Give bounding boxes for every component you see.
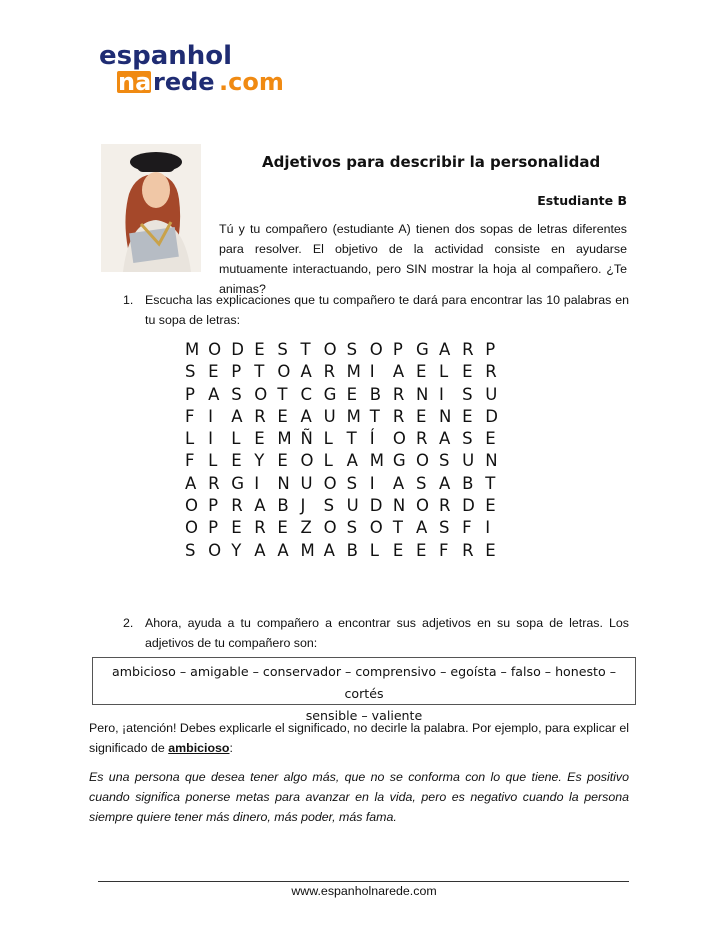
word-search-letter: E (346, 384, 358, 404)
word-search-letter: D (462, 496, 475, 516)
word-search-letter: M (346, 362, 361, 382)
word-search-letter: A (277, 540, 289, 560)
word-search-letter: S (231, 384, 242, 404)
word-search-letter: R (462, 340, 474, 359)
word-search-letter: F (185, 451, 195, 471)
footer-divider (98, 881, 629, 882)
word-search-letter: S (439, 451, 450, 471)
word-search-letter: P (208, 518, 219, 538)
word-search-letter: O (185, 496, 198, 516)
word-search-letter: Z (300, 518, 312, 538)
word-search-letter: E (277, 518, 288, 538)
word-search-letter: S (277, 340, 288, 359)
word-search-letter: O (323, 473, 337, 493)
word-search-row (185, 429, 508, 451)
word-search-letter: E (415, 406, 427, 426)
word-search-letter: S (346, 473, 358, 493)
word-search-letter: M (369, 451, 384, 471)
word-search-letter: A (415, 518, 428, 538)
word-search-letter: R (231, 496, 243, 516)
word-search-letter: U (300, 473, 313, 493)
word-search-letter: B (346, 540, 358, 560)
word-search-letter: E (485, 496, 496, 516)
word-search-letter: Y (231, 540, 242, 560)
word-search-letter: T (346, 429, 357, 449)
word-search-letter: P (231, 362, 242, 382)
word-search-letter: O (185, 518, 198, 538)
word-search-letter: R (392, 384, 405, 404)
word-search-letter: P (485, 340, 496, 359)
word-search-letter: R (208, 473, 220, 493)
word-search-letter: A (439, 340, 451, 359)
student-label: Estudiante B (537, 193, 627, 208)
word-search-row (185, 496, 508, 518)
word-search-letter: F (462, 518, 472, 538)
word-search-letter: O (369, 518, 383, 538)
word-search-letter: E (485, 429, 496, 449)
word-search-letter: E (231, 451, 242, 471)
word-search-letter: T (277, 384, 288, 404)
logo-text-espanhol: espanhol (99, 41, 233, 71)
attention-paragraph (89, 718, 629, 758)
list-number: 2. (123, 616, 134, 630)
word-search-letter: I (485, 518, 491, 538)
logo-text-na: na (118, 68, 152, 95)
word-search-letter: E (208, 362, 219, 382)
word-search-letter: L (208, 451, 218, 471)
word-search-letter: B (277, 496, 289, 516)
espanholnarede-logo (99, 40, 289, 95)
word-search-letter: T (254, 362, 265, 382)
adjectives-line-1: ambicioso – amigable – conservador – comprensivo – egoísta – falso – honesto – cortés (111, 664, 616, 701)
word-search-letter: I (369, 362, 375, 382)
word-search-letter: R (392, 406, 405, 426)
word-search-letter: E (254, 340, 265, 359)
word-search-letter: U (323, 406, 336, 426)
word-search-letter: R (439, 496, 451, 516)
word-search-letter: I (208, 406, 213, 426)
word-search-letter: Í (369, 429, 375, 449)
word-search-row (185, 362, 508, 384)
word-search-letter: S (462, 384, 473, 404)
student-photo (101, 144, 201, 272)
word-search-letter: T (392, 518, 403, 538)
word-search-letter: M (346, 406, 361, 426)
word-search-letter: S (346, 518, 358, 538)
word-search-letter: A (185, 473, 197, 493)
word-search-letter: U (462, 451, 475, 471)
word-search-letter: N (485, 451, 498, 471)
attention-colon: : (229, 741, 233, 755)
word-search-letter: O (208, 540, 222, 560)
word-search-letter: R (462, 540, 474, 560)
word-search-letter: A (392, 362, 405, 382)
word-search-letter: M (185, 340, 200, 359)
word-search-letter: G (323, 384, 337, 404)
word-search-row (185, 451, 508, 473)
word-search-letter: S (185, 540, 196, 560)
word-search-letter: M (277, 429, 292, 449)
word-search-letter: E (462, 362, 473, 382)
word-search-letter: O (323, 518, 337, 538)
word-search-letter: I (439, 384, 444, 404)
word-search-letter: A (300, 362, 312, 382)
word-search-letter: P (185, 384, 195, 404)
footer-url: www.espanholnarede.com (291, 884, 437, 898)
word-search-letter: J (300, 496, 306, 516)
word-search-row (185, 385, 508, 407)
word-search-letter: T (485, 473, 496, 493)
example-paragraph: Es una persona que desea tener algo más, que no se conforma con lo que tiene. Es positivo cuando significa ponerse metas para avanzar en la vida, pero es negativo cuando la persona siempre quiere tener más dinero, más poder, más fama. (89, 770, 629, 824)
word-search-letter: A (254, 540, 266, 560)
word-search-letter: P (208, 496, 219, 516)
attention-text: Pero, ¡atención! Debes explicarle el significado, no decirle la palabra. Por ejemplo, para explicar el significado de (89, 721, 629, 755)
word-search-letter: O (392, 429, 406, 449)
word-search-letter: G (415, 340, 429, 359)
word-search-letter: O (254, 384, 268, 404)
word-search-letter: L (185, 429, 195, 449)
word-search-row (185, 407, 508, 429)
word-search-letter: I (369, 473, 375, 493)
example-word: ambicioso (168, 741, 230, 755)
word-search-letter: A (231, 406, 243, 426)
logo-text-rede: rede (153, 68, 215, 95)
word-search-letter: R (323, 362, 336, 382)
word-search-letter: O (369, 340, 383, 359)
word-search-letter: F (439, 540, 449, 560)
word-search-letter: E (392, 540, 404, 560)
word-search-letter: L (323, 429, 333, 449)
word-search-letter: D (485, 406, 498, 426)
word-search-letter: R (415, 429, 428, 449)
word-search-letter: E (462, 406, 473, 426)
word-search-letter: S (462, 429, 473, 449)
word-search-letter: O (415, 451, 429, 471)
word-search-letter: E (277, 406, 288, 426)
word-search-letter: A (323, 540, 335, 560)
word-search-letter: S (323, 496, 335, 516)
instruction-text: Escucha las explicaciones que tu compañero te dará para encontrar las 10 palabras en tu sopa de letras: (145, 293, 629, 327)
word-search-row (185, 541, 508, 563)
word-search-grid (185, 340, 508, 563)
word-search-letter: A (346, 451, 358, 471)
word-search-letter: A (392, 473, 405, 493)
word-search-letter: O (323, 340, 337, 359)
word-search-row (185, 340, 508, 362)
word-search-row (185, 474, 508, 496)
word-search-letter: I (254, 473, 260, 493)
word-search-letter: O (300, 451, 314, 471)
word-search-letter: A (439, 473, 451, 493)
word-search-row (185, 518, 508, 540)
word-search-letter: O (208, 340, 222, 359)
page-title: Adjetivos para describir la personalidad (262, 153, 601, 171)
word-search-letter: R (254, 406, 266, 426)
logo-text-com: .com (219, 68, 284, 95)
word-search-letter: N (277, 473, 290, 493)
word-search-letter: S (185, 362, 196, 382)
word-search-letter: E (231, 518, 242, 538)
word-search-letter: L (439, 362, 449, 382)
intro-paragraph: Tú y tu compañero (estudiante A) tienen dos sopas de letras diferentes para resolver. El objetivo de la actividad consiste en ayudarse mutuamente interactuando, pero SIN mostrar la hoja al compañero. ¿Te animas? (219, 222, 627, 296)
word-search-letter: A (254, 496, 266, 516)
word-search-letter: F (185, 406, 195, 426)
word-search-letter: E (485, 540, 496, 560)
word-search-letter: A (439, 429, 451, 449)
word-search-letter: S (415, 473, 427, 493)
word-search-letter: S (439, 518, 450, 538)
adjectives-box (92, 657, 636, 723)
word-search-letter: Y (254, 451, 265, 471)
word-search-letter: A (300, 406, 312, 426)
word-search-letter: E (415, 540, 427, 560)
word-search-letter: O (415, 496, 429, 516)
word-search-letter: N (392, 496, 406, 516)
word-search-letter: D (369, 496, 383, 516)
word-search-letter: N (439, 406, 452, 426)
word-search-letter: L (369, 540, 379, 560)
instruction-text: Ahora, ayuda a tu compañero a encontrar sus adjetivos en su sopa de letras. Los adjetivos de tu compañero son: (145, 616, 629, 650)
word-search-letter: T (300, 340, 311, 359)
list-number: 1. (123, 293, 134, 307)
word-search-letter: T (369, 406, 380, 426)
adjectives-line-2: sensible – valiente (305, 708, 423, 723)
word-search-letter: L (231, 429, 241, 449)
word-search-letter: O (277, 362, 291, 382)
word-search-letter: A (208, 384, 220, 404)
word-search-letter: B (462, 473, 474, 493)
word-search-letter: U (346, 496, 359, 516)
word-search-letter: G (392, 451, 406, 471)
word-search-letter: M (300, 540, 315, 560)
word-search-letter: D (231, 340, 244, 359)
word-search-letter: L (323, 451, 333, 471)
word-search-letter: G (231, 473, 244, 493)
word-search-letter: U (485, 384, 498, 404)
word-search-letter: I (208, 429, 213, 449)
word-search-letter: R (485, 362, 497, 382)
word-search-letter: B (369, 384, 382, 404)
word-search-letter: E (254, 429, 265, 449)
word-search-letter: P (392, 340, 403, 359)
word-search-letter: C (300, 384, 312, 404)
word-search-letter: N (415, 384, 429, 404)
word-search-letter: E (415, 362, 427, 382)
word-search-letter: Ñ (300, 429, 313, 449)
word-search-letter: R (254, 518, 266, 538)
word-search-letter: S (346, 340, 358, 359)
word-search-letter: E (277, 451, 288, 471)
